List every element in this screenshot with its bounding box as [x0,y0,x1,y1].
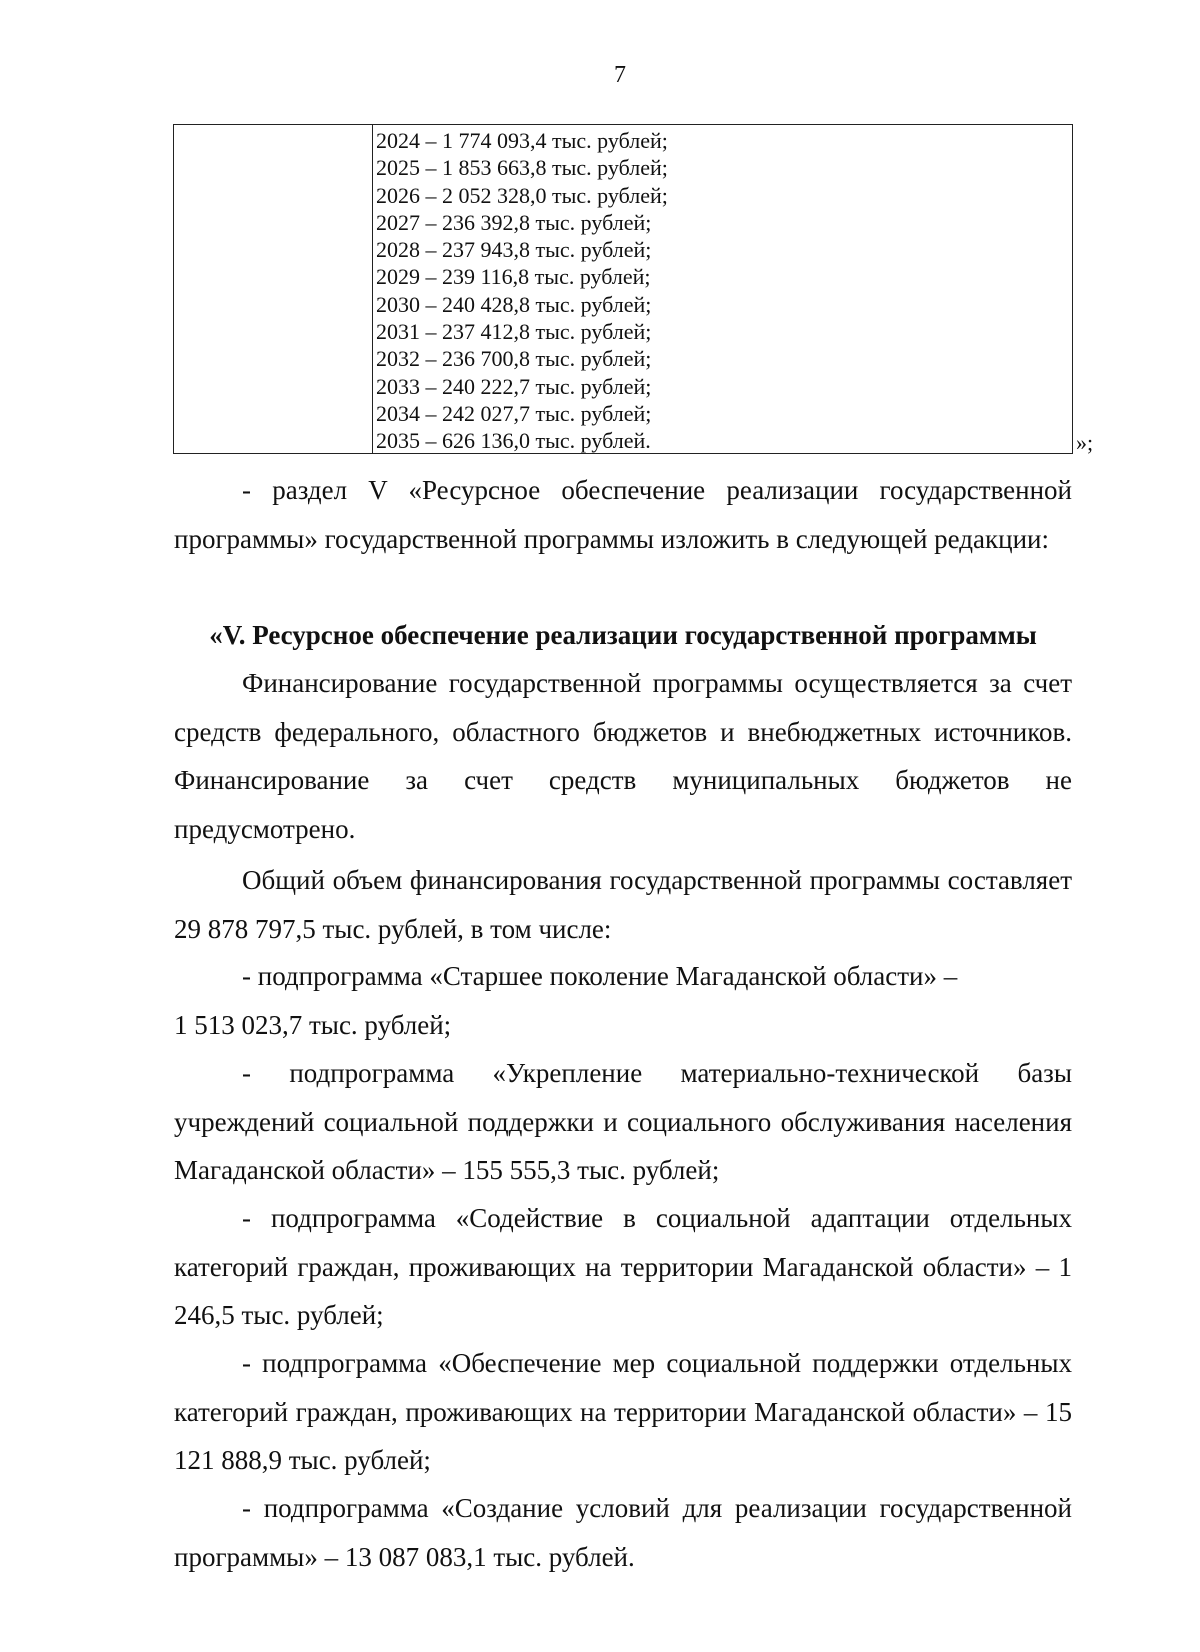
subprogram-3-text: - подпрограмма «Содействие в социальной адаптации отдельных категорий граждан, проживающих на территории Магаданской области» – 1 246,5 тыс. рублей; [174,1203,1072,1330]
table-row: 2034 – 242 027,7 тыс. рублей; [376,400,652,426]
subprogram-1-line1: - подпрограмма «Старшее поколение Магаданской области» – [242,961,958,991]
subprogram-4-text: - подпрограмма «Обеспечение мер социальной поддержки отдельных категорий граждан, проживающих на территории Магаданской области» – 15 121 888,9 тыс. рублей; [174,1348,1072,1475]
table-empty-cell [174,125,373,453]
total-paragraph [174,856,1072,953]
table-row: 2027 – 236 392,8 тыс. рублей; [376,209,652,235]
section-intro-paragraph [174,466,1072,563]
subprogram-1-line2: 1 513 023,7 тыс. рублей; [174,1009,452,1040]
subprogram-2-paragraph [174,1049,1072,1195]
section-heading-block [174,611,1072,660]
table-row: 2028 – 237 943,8 тыс. рублей; [376,237,652,263]
total-text: Общий объем финансирования государственной программы составляет 29 878 797,5 тыс. рублей, в том числе: [174,865,1072,944]
section-heading: «V. Ресурсное обеспечение реализации государственной программы [209,620,1037,650]
section-intro-text: - раздел V «Ресурсное обеспечение реализации государственной программы» государственной программы изложить в следующей редакции: [174,475,1072,554]
table-values-cell [373,125,1072,453]
table-row: 2031 – 237 412,8 тыс. рублей; [376,319,652,345]
table-row: 2024 – 1 774 093,4 тыс. рублей; [376,128,668,153]
table-close-quote: »; [1076,430,1094,455]
table-row: 2026 – 2 052 328,0 тыс. рублей; [376,182,668,208]
subprogram-1-block [174,952,1072,1049]
subprogram-4-paragraph [174,1339,1072,1485]
table-row: 2025 – 1 853 663,8 тыс. рублей; [376,155,668,181]
page-number: 7 [614,62,626,88]
table-row: 2035 – 626 136,0 тыс. рублей. [376,428,651,454]
subprogram-5-paragraph [174,1484,1072,1581]
table-row: 2029 – 239 116,8 тыс. рублей; [376,264,651,290]
financing-text: Финансирование государственной программы осуществляется за счет средств федерального, областного бюджетов и внебюджетных источников. Финансирование за счет средств муниципальных бюджетов не предусмотрено. [174,668,1072,844]
table-row: 2030 – 240 428,8 тыс. рублей; [376,291,652,317]
funding-table [173,124,1073,454]
table-row: 2033 – 240 222,7 тыс. рублей; [376,373,652,399]
table-row: 2032 – 236 700,8 тыс. рублей; [376,346,652,372]
subprogram-1-paragraph [174,952,1072,1049]
financing-paragraph [174,659,1072,853]
subprogram-5-text: - подпрограмма «Создание условий для реализации государственной программы» – 13 087 083,1 тыс. рублей. [174,1493,1072,1572]
subprogram-3-paragraph [174,1194,1072,1340]
subprogram-2-text: - подпрограмма «Укрепление материально-технической базы учреждений социальной поддержки и социального обслуживания населения Магаданской области» – 155 555,3 тыс. рублей; [174,1058,1072,1185]
